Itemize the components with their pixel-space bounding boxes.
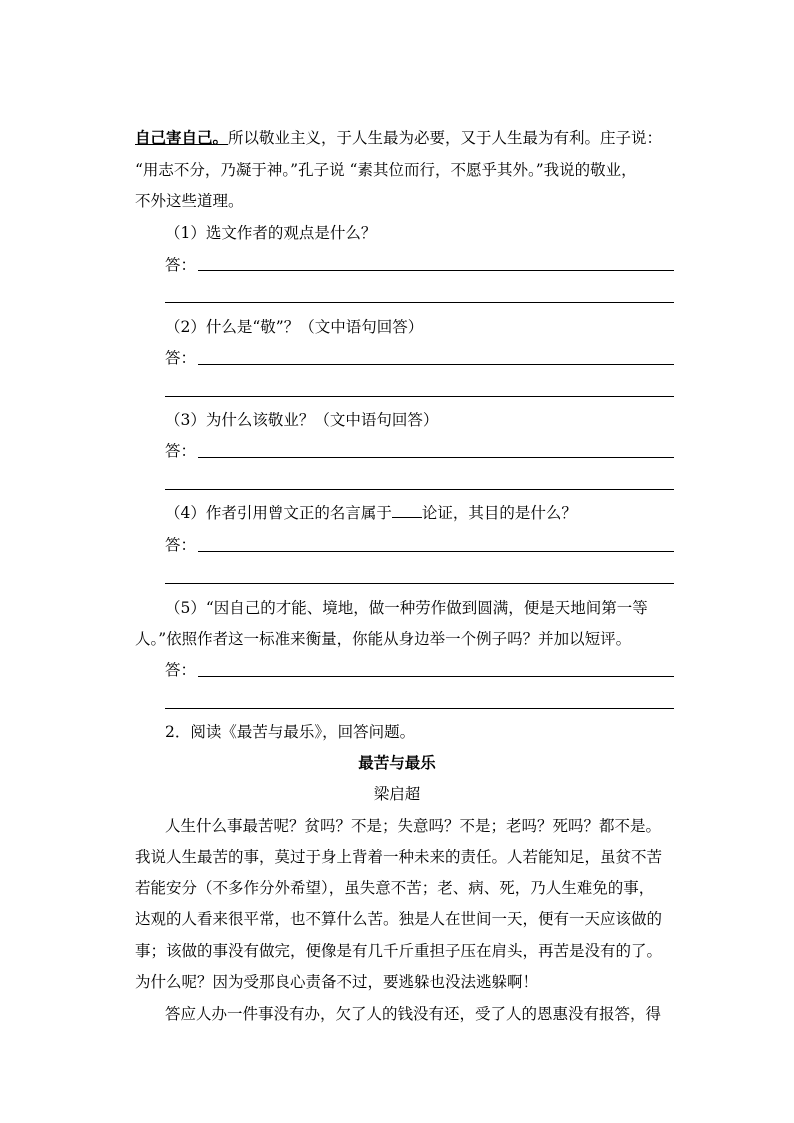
article-author: 梁启超	[373, 785, 421, 803]
answer-label: 答：	[165, 349, 197, 367]
answer-label: 答：	[165, 661, 197, 679]
question-5-line-1: （5）“因自己的才能、境地，做一种劳作做到圆满，便是天地间第一等	[165, 599, 648, 617]
answer-line[interactable]	[165, 302, 674, 303]
answer-line[interactable]	[165, 396, 674, 397]
paragraph-line: 事；该做的事没有做完，便像是有几千斤重担子压在肩头，再苦是没有的了。	[135, 942, 663, 960]
answer-line[interactable]	[165, 583, 674, 584]
passage-line-1	[135, 127, 662, 149]
answer-line[interactable]	[165, 489, 674, 490]
question-4-part-b: 论证，其目的是什么？	[421, 504, 577, 522]
paragraph-line: 答应人办一件事没有办，欠了人的钱没有还，受了人的恩惠没有报答，得	[165, 1005, 662, 1023]
passage-emphasis: 自己害自己。	[135, 128, 229, 147]
fill-blank[interactable]	[392, 503, 422, 518]
answer-line[interactable]	[198, 270, 674, 271]
article-title: 最苦与最乐	[358, 753, 436, 772]
paragraph-line: 人生什么事最苦呢？贫吗？不是；失意吗？不是；老吗？死吗？都不是。	[165, 817, 662, 835]
answer-line[interactable]	[165, 708, 674, 709]
paragraph-line: 达观的人看来很平常，也不算什么苦。独是人在世间一天，便有一天应该做的	[135, 910, 663, 928]
paragraph-line: 为什么呢？因为受那良心责备不过，要逃躲也没法逃躲啊！	[135, 973, 539, 991]
question-5-line-2: 人。”依照作者这一标准来衡量，你能从身边举一个例子吗？并加以短评。	[135, 630, 632, 648]
section-2-intro: 2．阅读《最苦与最乐》，回答问题。	[165, 723, 416, 741]
question-4-part-a: （4）作者引用曾文正的名言属于	[165, 504, 392, 522]
question-1: （1）选文作者的观点是什么？	[165, 224, 377, 242]
passage-text: 所以敬业主义，于人生最为必要，又于人生最为有利。庄子说：	[228, 129, 663, 147]
answer-line[interactable]	[198, 457, 674, 458]
paragraph-line: 若能安分（不多作分外希望），虽失意不苦；老、病、死，乃人生难免的事，	[135, 879, 655, 897]
answer-label: 答：	[165, 536, 197, 554]
answer-label: 答：	[165, 256, 197, 274]
answer-line[interactable]	[198, 551, 674, 552]
answer-line[interactable]	[198, 364, 674, 365]
question-4	[165, 502, 577, 524]
passage-line-3: 不外这些道理。	[135, 192, 244, 210]
paragraph-line: 我说人生最苦的事，莫过于身上背着一种未来的责任。人若能知足，虽贫不苦	[135, 848, 663, 866]
question-2: （2）什么是“敬”？（文中语句回答）	[165, 318, 424, 336]
answer-line[interactable]	[198, 676, 674, 677]
answer-label: 答：	[165, 442, 197, 460]
question-3: （3）为什么该敬业？（文中语句回答）	[165, 411, 439, 429]
passage-line-2: “用志不分，乃凝于神。”孔子说 “素其位而行，不愿乎其外。”我说的敬业，	[135, 161, 637, 179]
